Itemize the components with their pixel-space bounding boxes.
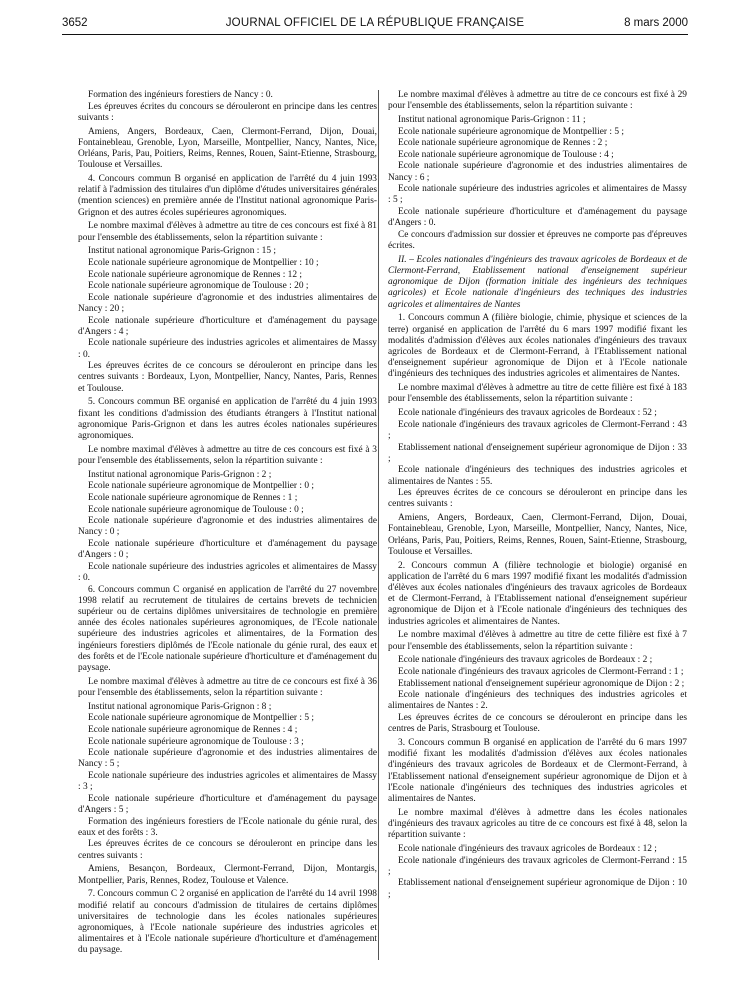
list-item: Ecole nationale d'ingénieurs des travaux agricoles de Bordeaux : 12 ; — [398, 843, 657, 854]
list-item: Ecole nationale supérieure d'horticulture et d'aménagement du paysage d'Angers : 5 ; — [78, 793, 377, 815]
list-item: Ecole nationale supérieure agronomique de Rennes : 12 ; — [88, 269, 302, 280]
paragraph: Le nombre maximal d'élèves à admettre dans les écoles nationales d'ingénieurs des travaux agricoles au titre de ce concours est fixé à 48, selon la répartition suivante : — [388, 807, 687, 841]
column-divider — [378, 90, 379, 960]
paragraph: 6. Concours commun C organisé en application de l'arrêté du 27 novembre 1998 relatif au recrutement de titulaires de certains brevets de technicien supérieur ou de certains diplômes universitaires de technologie en première année des écoles nationales supérieures agronomiques, de l'Ecole nationale supérieure des industries agricoles et alimentaires, de la Formation des ingénieurs forestiers diplômés de l'Ecole nationale du génie rural, des eaux et des forêts et de l'Ecole nationale supérieure d'horticulture et d'aménagement du paysage. — [78, 584, 377, 673]
journal-title: JOURNAL OFFICIEL DE LA RÉPUBLIQUE FRANÇAISE — [225, 17, 525, 29]
list-item: Ecole nationale d'ingénieurs des techniques des industries agricoles et alimentaires de Nantes : 55. — [388, 465, 687, 487]
list-item: Ecole nationale d'ingénieurs des travaux agricoles de Clermont-Ferrand : 43 ; — [388, 419, 687, 441]
list-item: Ecole nationale supérieure agronomique de Montpellier : 0 ; — [88, 481, 314, 492]
paragraph: Le nombre maximal d'élèves à admettre au titre de ces concours est fixé à 3 pour l'ensemble des établissements, selon la répartition suivante : — [78, 444, 377, 466]
list-item: Ecole nationale supérieure d'agronomie et des industries alimentaires de Nancy : 20 ; — [78, 292, 377, 314]
page-header — [62, 14, 688, 35]
list-item: Institut national agronomique Paris-Grignon : 8 ; — [88, 701, 272, 712]
list-item: Ecole nationale d'ingénieurs des travaux agricoles de Bordeaux : 2 ; — [398, 655, 653, 666]
list-item: Ecole nationale supérieure des industries agricoles et alimentaires de Massy : 0. — [78, 561, 377, 583]
list-item: Ecole nationale supérieure agronomique de Montpellier : 10 ; — [88, 258, 319, 268]
list-item: Ecole nationale supérieure des industries agricoles et alimentaires de Massy : 5 ; — [388, 184, 687, 206]
list-item: Ecole nationale supérieure d'agronomie et des industries alimentaires de Nancy : 5 ; — [78, 748, 377, 770]
list-item: Institut national agronomique Paris-Grignon : 11 ; — [398, 115, 586, 125]
paragraph: Amiens, Angers, Bordeaux, Caen, Clermont-Ferrand, Dijon, Douai, Fontainebleau, Grenoble, Lyon, Marseille, Montpellier, Nancy, Nantes, Nice, Orléans, Paris, Pau, Poitiers, Reims, Rennes, Rouen, Saint-Etienne, Strasbourg, Toulouse et Versailles. — [78, 126, 377, 171]
list-item: Ecole nationale supérieure d'horticulture et d'aménagement du paysage d'Angers : 4 ; — [78, 315, 377, 337]
paragraph: 2. Concours commun A (filière technologie et biologie) organisé en application de l'arrêté du 6 mars 1997 modifié fixant les modalités d'admission d'élèves aux écoles nationales d'ingénieurs des travaux agricoles de Bordeaux et de Clermont-Ferrand, à l'Etablissement national d'enseignement supérieur agronomique de Dijon et à l'Ecole nationale d'ingénieurs des techniques des industries agricoles et alimentaires de Nantes. — [388, 560, 687, 627]
list-item: Ecole nationale supérieure agronomique de Rennes : 1 ; — [88, 492, 298, 503]
list-item: Ecole nationale supérieure d'horticulture et d'aménagement du paysage d'Angers : 0 ; — [78, 538, 377, 561]
list-item: Formation des ingénieurs forestiers de Nancy : 0. — [88, 90, 273, 100]
paragraph: Ce concours d'admission sur dossier et épreuves ne comporte pas d'épreuves écrites. — [388, 229, 687, 251]
list-item: Ecole nationale supérieure agronomique de Montpellier : 5 ; — [398, 126, 624, 137]
list-item: Etablissement national d'enseignement supérieur agronomique de Dijon : 2 ; — [398, 678, 685, 689]
list-item: Etablissement national d'enseignement supérieur agronomique de Dijon : 10 ; — [388, 878, 687, 900]
list-item: Ecole nationale supérieure agronomique de Rennes : 2 ; — [398, 138, 608, 149]
list-item: Ecole nationale d'ingénieurs des travaux agricoles de Clermont-Ferrand : 15 ; — [388, 855, 687, 877]
paragraph: Le nombre maximal d'élèves à admettre au titre de ce concours est fixé à 36 pour l'ensemble des établissements, selon la répartition suivante : — [78, 676, 377, 698]
paragraph: Les épreuves écrites du concours se dérouleront en principe dans les centres suivants : — [78, 101, 377, 123]
list-item: Ecole nationale supérieure des industries agricoles et alimentaires de Massy : 0. — [78, 338, 377, 360]
paragraph: Les épreuves écrites de ce concours se dérouleront en principe dans les centres de Paris, Strasbourg et Toulouse. — [388, 712, 687, 735]
paragraph: Les épreuves écrites de ce concours se dérouleront en principe dans les centres suivants : — [388, 488, 687, 510]
paragraph: Le nombre maximal d'élèves à admettre au titre de ces concours est fixé à 81 pour l'ensemble des établissements, selon la répartition suivante : — [78, 221, 377, 243]
paragraph: 1. Concours commun A (filière biologie, chimie, physique et sciences de la terre) organisé en application de l'arrêté du 6 mars 1997 modifié fixant les modalités d'admission d'élèves aux écoles nationales d'ingénieurs des travaux agricoles de Bordeaux et de Clermont-Ferrand, à l'Etablissement national d'enseignement supérieur agronomique de Dijon et à l'Ecole nationale d'ingénieurs des techniques des industries agricoles et alimentaires de Nantes. — [388, 313, 687, 380]
list-item: Ecole nationale d'ingénieurs des travaux agricoles de Clermont-Ferrand : 1 ; — [398, 666, 684, 677]
paragraph: 3. Concours commun B organisé en application de l'arrêté du 6 mars 1997 modifié fixant les modalités d'admission d'élèves aux écoles nationales d'ingénieurs des travaux agricoles de Bordeaux et de Clermont-Ferrand, à l'Etablissement national d'enseignement supérieur agronomique de Dijon et à l'Ecole nationale d'ingénieurs des techniques des industries agricoles et alimentaires de Nantes. — [388, 737, 687, 804]
list-item: Institut national agronomique Paris-Grignon : 15 ; — [88, 246, 276, 257]
issue-date: 8 mars 2000 — [624, 17, 688, 29]
paragraph: 5. Concours commun BE organisé en application de l'arrêté du 4 juin 1993 fixant les conditions d'admission des étudiants étrangers à l'Institut national agronomique Paris-Grignon et dans les autres écoles nationales supérieures agronomiques. — [78, 397, 377, 441]
list-item: Ecole nationale supérieure d'horticulture et d'aménagement du paysage d'Angers : 0. — [388, 206, 687, 229]
paragraph: Amiens, Besançon, Bordeaux, Clermont-Ferrand, Dijon, Montargis, Montpellier, Paris, Rennes, Rodez, Toulouse et Valence. — [78, 864, 377, 886]
paragraph: Amiens, Angers, Bordeaux, Caen, Clermont-Ferrand, Dijon, Douai, Fontainebleau, Grenoble, Lyon, Marseille, Montpellier, Nancy, Nantes, Nice, Orléans, Paris, Pau, Poitiers, Reims, Rennes, Rouen, Saint-Etienne, Strasbourg, Toulouse et Versailles. — [388, 513, 687, 557]
list-item: Ecole nationale supérieure agronomique de Toulouse : 4 ; — [398, 149, 614, 160]
list-item: Ecole nationale supérieure des industries agricoles et alimentaires de Massy : 3 ; — [78, 770, 377, 793]
list-item: Ecole nationale supérieure agronomique de Toulouse : 3 ; — [88, 736, 304, 747]
paragraph: Le nombre maximal d'élèves à admettre au titre de cette filière est fixé à 183 pour l'ensemble des établissements, selon la répartition suivante : — [388, 383, 687, 405]
left-column — [78, 90, 377, 959]
paragraph: Le nombre maximal d'élèves à admettre au titre de cette filière est fixé à 7 pour l'ensemble des établissements, selon la répartition suivante : — [388, 630, 687, 652]
paragraph: Les épreuves écrites de ce concours se dérouleront en principe dans les centres suivants : Bordeaux, Lyon, Montpellier, Nancy, Nantes, Paris, Rennes et Toulouse. — [78, 361, 377, 394]
list-item: Ecole nationale supérieure agronomique de Toulouse : 20 ; — [88, 281, 309, 292]
list-item: Ecole nationale d'ingénieurs des travaux agricoles de Bordeaux : 52 ; — [398, 408, 657, 419]
paragraph: Les épreuves écrites de ce concours se dérouleront en principe dans les centres suivants : — [78, 839, 377, 861]
page-number: 3652 — [62, 17, 88, 29]
list-item: Ecole nationale d'ingénieurs des techniques des industries agricoles et alimentaires de Nantes : 2. — [388, 690, 687, 712]
right-column — [388, 90, 687, 901]
section-heading: II. – Ecoles nationales d'ingénieurs des travaux agricoles de Bordeaux et de Clermont-Ferrand, Etablissement national d'enseignement supérieur agronomique de Dijon (formation initiale des ingénieurs des techniques agricoles) et Ecole nationale d'ingénieurs des techniques des industries agricoles et alimentaires de Nantes — [388, 254, 687, 310]
list-item: Ecole nationale supérieure d'agronomie et des industries alimentaires de Nancy : 6 ; — [388, 161, 687, 183]
list-item: Formation des ingénieurs forestiers de l'Ecole nationale du génie rural, des eaux et des forêts : 3. — [78, 816, 377, 838]
paragraph: 4. Concours commun B organisé en application de l'arrêté du 4 juin 1993 relatif à l'admission des titulaires d'un diplôme d'études universitaires générales (mention sciences) en première année de l'Institut national agronomique Paris-Grignon et des autres écoles supérieures agronomiques. — [78, 174, 377, 218]
list-item: Ecole nationale supérieure agronomique de Rennes : 4 ; — [88, 724, 298, 735]
paragraph: 7. Concours commun C 2 organisé en application de l'arrêté du 14 avril 1998 modifié relatif au concours d'admission de titulaires de certains diplômes universitaires de technologie dans les écoles nationales supérieures agronomiques, à l'Ecole nationale supérieure des industries agricoles et alimentaires et à l'Ecole nationale supérieure d'horticulture et d'aménagement du paysage. — [78, 889, 377, 956]
list-item: Ecole nationale supérieure agronomique de Montpellier : 5 ; — [88, 713, 314, 724]
list-item: Institut national agronomique Paris-Grignon : 2 ; — [88, 469, 272, 480]
list-item: Etablissement national d'enseignement supérieur agronomique de Dijon : 33 ; — [388, 442, 687, 464]
list-item: Ecole nationale supérieure agronomique de Toulouse : 0 ; — [88, 504, 304, 515]
paragraph: Le nombre maximal d'élèves à admettre au titre de ce concours est fixé à 29 pour l'ensemble des établissements, selon la répartition suivante : — [388, 90, 687, 112]
list-item: Ecole nationale supérieure d'agronomie et des industries alimentaires de Nancy : 0 ; — [78, 516, 377, 538]
